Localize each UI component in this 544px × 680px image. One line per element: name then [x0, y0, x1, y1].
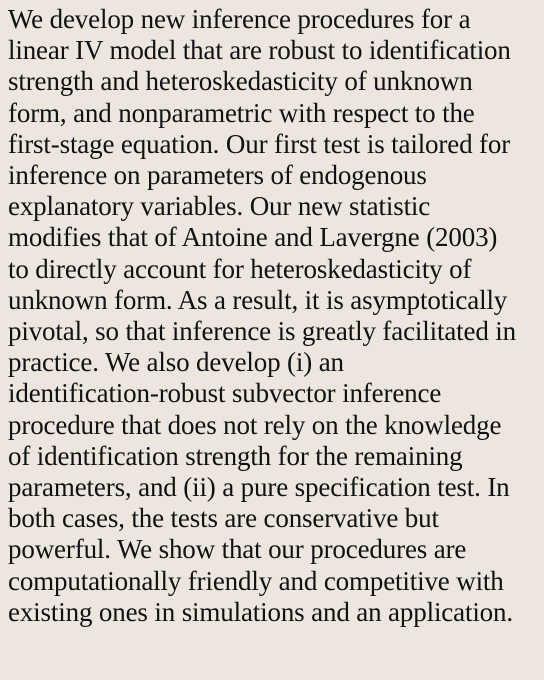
text-line: existing ones in simulations and an application. — [8, 596, 513, 627]
text-line: practice. We also develop (i) an — [8, 347, 344, 378]
text-line: both cases, the tests are conservative but — [8, 503, 439, 534]
text-line: explanatory variables. Our new statistic — [8, 191, 431, 222]
abstract-paragraph — [8, 4, 538, 628]
text-line: unknown form. As a result, it is asymptotically — [8, 284, 508, 315]
text-line: to directly account for heteroskedasticity of — [8, 253, 472, 284]
text-line: identification-robust subvector inference — [8, 378, 442, 409]
text-line: linear IV model that are robust to identification — [8, 35, 511, 66]
text-line: powerful. We show that our procedures are — [8, 534, 467, 565]
text-line: computationally friendly and competitive with — [8, 565, 504, 596]
text-line: of identification strength for the remaining — [8, 440, 463, 471]
text-line: procedure that does not rely on the knowledge — [8, 409, 502, 440]
text-line: We develop new inference procedures for a — [8, 4, 471, 34]
text-line: form, and nonparametric with respect to the — [8, 97, 475, 128]
text-line: pivotal, so that inference is greatly facilitated in — [8, 316, 517, 347]
text-line: first-stage equation. Our first test is tailored for — [8, 128, 511, 159]
text-line: inference on parameters of endogenous — [8, 160, 427, 191]
text-line: parameters, and (ii) a pure specification test. In — [8, 472, 510, 503]
text-line: strength and heteroskedasticity of unknown — [8, 66, 473, 97]
text-line: modifies that of Antoine and Lavergne (2003) — [8, 222, 498, 253]
